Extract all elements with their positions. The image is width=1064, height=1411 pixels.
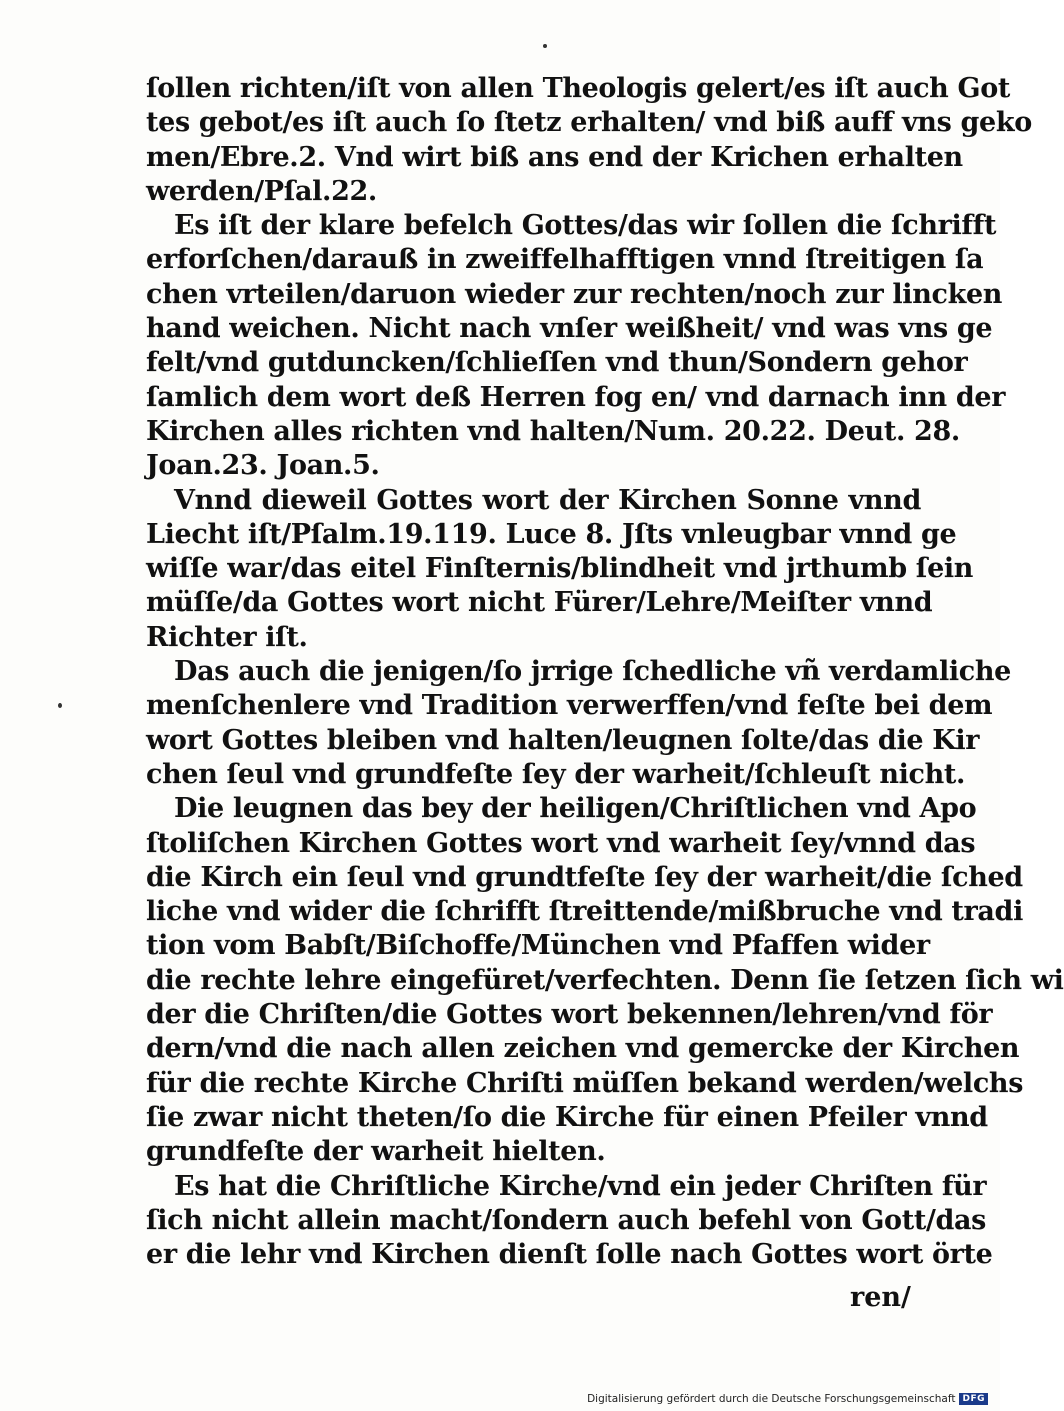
text-line: grundfeſte der warheit hielten. (146, 1136, 606, 1168)
text-line: der die Chriſten/die Gottes wort bekennen/lehren/vnd för (146, 999, 993, 1031)
text-line: ſich nicht allein macht/ſondern auch befehl von Gott/das (146, 1204, 986, 1236)
text-line: erforſchen/darauß in zweiffelhafftigen vnnd ſtreitigen ſa (146, 244, 984, 276)
text-line: Liecht iſt/Pſalm.19.119. Luce 8. Jſts vnleugbar vnnd ge (146, 518, 957, 550)
paragraph-start-line: Es iſt der klare befelch Gottes/das wir ſollen die ſchrifft (174, 210, 997, 242)
text-line: menſchenlere vnd Tradition verwerffen/vnd feſte bei dem (146, 690, 993, 722)
dfg-logo-icon: DFG (959, 1393, 988, 1405)
text-line: hand weichen. Nicht nach vnſer weißheit/ vnd was vns ge (146, 313, 993, 345)
text-line: chen ſeul vnd grundfeſte ſey der warheit/ſchleuſt nicht. (146, 758, 966, 790)
text-line: die Kirch ein ſeul vnd grundtfeſte ſey der warheit/die ſched (146, 861, 1023, 893)
text-line: ſtoliſchen Kirchen Gottes wort vnd warheit ſey/vnnd das (146, 827, 976, 859)
text-line: Richter iſt. (146, 621, 308, 653)
paragraph-start-line: Die leugnen das bey der heiligen/Chriſtlichen vnd Apo (174, 793, 977, 825)
catchword: ren/ (850, 1282, 911, 1313)
text-line: für die rechte Kirche Chriſti müſſen bekand werden/welchs (146, 1067, 1024, 1099)
paragraph-start-line: Vnnd dieweil Gottes wort der Kirchen Sonne vnnd (174, 484, 921, 516)
body-text (146, 72, 1064, 1272)
paragraph-start-line: Es hat die Chriſtliche Kirche/vnd ein jeder Chriſten für (174, 1170, 987, 1202)
text-line: liche vnd wider die ſchrifft ſtreittende/mißbruche vnd tradi (146, 896, 1023, 928)
scan-speck (58, 703, 62, 708)
text-line: Kirchen alles richten vnd halten/Num. 20.22. Deut. 28. (146, 415, 960, 447)
text-line: er die lehr vnd Kirchen dienſt ſolle nach Gottes wort örte (146, 1239, 993, 1271)
text-line: tes gebot/es iſt auch ſo ſtetz erhalten/ vnd biß auff vns geko (146, 107, 1032, 139)
text-line: ſamlich dem wort deß Herren fog en/ vnd darnach inn der (146, 381, 1006, 413)
text-line: men/Ebre.2. Vnd wirt biß ans end der Krichen erhalten (146, 141, 963, 173)
text-line: ſie zwar nicht theten/ſo die Kirche für einen Pfeiler vnnd (146, 1101, 988, 1133)
text-line: die rechte lehre eingefüret/verfechten. Denn ſie ſetzen ſich wi (146, 964, 1064, 996)
text-line: wort Gottes bleiben vnd halten/leugnen ſolte/das die Kir (146, 724, 980, 756)
text-line: dern/vnd die nach allen zeichen vnd gemercke der Kirchen (146, 1033, 1020, 1065)
text-line: wiſſe war/das eitel Finſternis/blindheit vnd jrthumb ſein (146, 553, 974, 585)
text-line: müſſe/da Gottes wort nicht Fürer/Lehre/Meiſter vnnd (146, 587, 933, 619)
text-line: felt/vnd gutduncken/ſchlieſſen vnd thun/Sondern gehor (146, 347, 968, 379)
text-line: werden/Pſal.22. (146, 175, 377, 207)
digitization-footer (587, 1393, 988, 1405)
text-line: tion vom Babſt/Biſchoffe/München vnd Pfaffen wider (146, 930, 930, 962)
paragraph-start-line: Das auch die jenigen/ſo jrrige ſchedliche vñ verdamliche (174, 656, 1011, 688)
scan-speck (543, 44, 547, 48)
text-line: chen vrteilen/daruon wieder zur rechten/noch zur lincken (146, 278, 1003, 310)
text-line: ſollen richten/iſt von allen Theologis gelert/es iſt auch Got (146, 73, 1010, 104)
footer-credit: Digitalisierung gefördert durch die Deutsche Forschungsgemeinschaft (587, 1393, 956, 1405)
text-line: Joan.23. Joan.5. (146, 450, 380, 482)
